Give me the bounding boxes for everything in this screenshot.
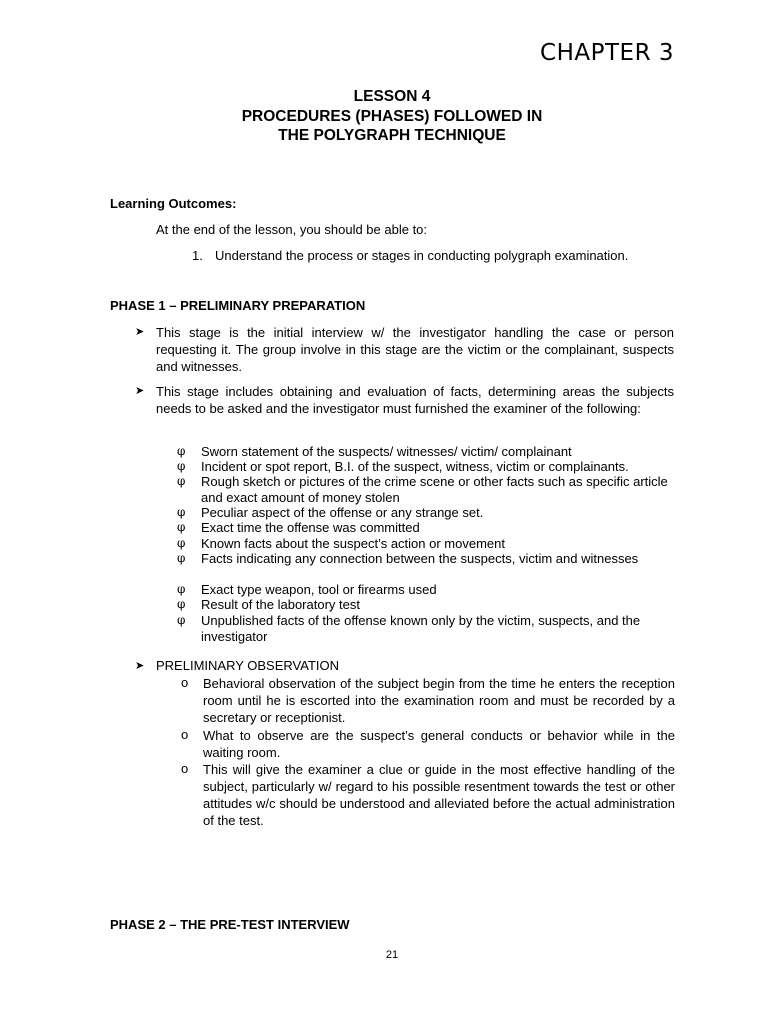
phi-bullet-icon: φ <box>177 474 186 488</box>
arrow-bullet-icon: ➤ <box>135 326 145 338</box>
outcome-number: 1. <box>192 248 203 263</box>
phi-bullet-icon: φ <box>177 520 186 534</box>
circle-o-bullet-icon: o <box>181 727 189 742</box>
list-item: Sworn statement of the suspects/ witnesses/ victim/ complainant <box>201 444 572 459</box>
phi-bullet-icon: φ <box>177 536 186 550</box>
chapter-heading: CHAPTER 3 <box>540 40 674 66</box>
lesson-title: LESSON 4 <box>353 88 431 105</box>
phi-bullet-icon: φ <box>177 613 186 627</box>
list-item: Rough sketch or pictures of the crime scene or other facts such as specific article and exact amount of money stolen <box>201 474 668 505</box>
page-number: 21 <box>385 949 399 961</box>
phase1-heading: PHASE 1 – PRELIMINARY PREPARATION <box>110 298 366 313</box>
list-item: Known facts about the suspect’s action or movement <box>201 536 505 551</box>
phase1-bullet-2: This stage includes obtaining and evaluation of facts, determining areas the subjects needs to be asked and the investigator must furnished the examiner of the following: <box>156 384 674 416</box>
lesson-subtitle-line1: PROCEDURES (PHASES) FOLLOWED IN <box>241 108 543 125</box>
phi-bullet-icon: φ <box>177 459 186 473</box>
circle-o-bullet-icon: o <box>181 761 189 776</box>
preliminary-observation-heading: PRELIMINARY OBSERVATION <box>156 658 340 673</box>
phase2-heading: PHASE 2 – THE PRE-TEST INTERVIEW <box>110 917 350 932</box>
arrow-bullet-icon: ➤ <box>135 660 145 672</box>
list-item: Exact time the offense was committed <box>201 520 420 535</box>
learning-intro: At the end of the lesson, you should be able to: <box>156 222 428 237</box>
list-item: Peculiar aspect of the offense or any strange set. <box>201 505 484 520</box>
list-item: This will give the examiner a clue or guide in the most effective handling of the subject, particularly w/ regard to his possible resentment towards the test or other attitudes w/c should be understood and alleviated before the actual administration of the test. <box>203 762 675 828</box>
list-item: Exact type weapon, tool or firearms used <box>201 582 437 597</box>
phase1-bullet-1: This stage is the initial interview w/ the investigator handling the case or person requesting it. The group involve in this stage are the victim or the complainant, suspects and witnesses. <box>156 325 674 374</box>
list-item: What to observe are the suspect’s general conducts or behavior while in the waiting room. <box>203 728 675 760</box>
phi-bullet-icon: φ <box>177 582 186 596</box>
circle-o-bullet-icon: o <box>181 675 189 690</box>
list-item: Incident or spot report, B.I. of the suspect, witness, victim or complainants. <box>201 459 629 474</box>
list-item: Facts indicating any connection between the suspects, victim and witnesses <box>201 551 639 566</box>
phi-bullet-icon: φ <box>177 551 186 565</box>
arrow-bullet-icon: ➤ <box>135 385 145 397</box>
phi-bullet-icon: φ <box>177 597 186 611</box>
phi-bullet-icon: φ <box>177 505 186 519</box>
list-item: Unpublished facts of the offense known only by the victim, suspects, and the investigator <box>201 613 641 644</box>
phi-bullet-icon: φ <box>177 444 186 458</box>
list-item: Behavioral observation of the subject begin from the time he enters the reception room until he is escorted into the examination room and must be recorded by a secretary or receptionist. <box>203 676 675 725</box>
list-item: Result of the laboratory test <box>201 597 360 612</box>
learning-outcomes-heading: Learning Outcomes: <box>110 196 237 211</box>
lesson-subtitle-line2: THE POLYGRAPH TECHNIQUE <box>278 127 506 144</box>
outcome-text: Understand the process or stages in conducting polygraph examination. <box>215 248 629 263</box>
